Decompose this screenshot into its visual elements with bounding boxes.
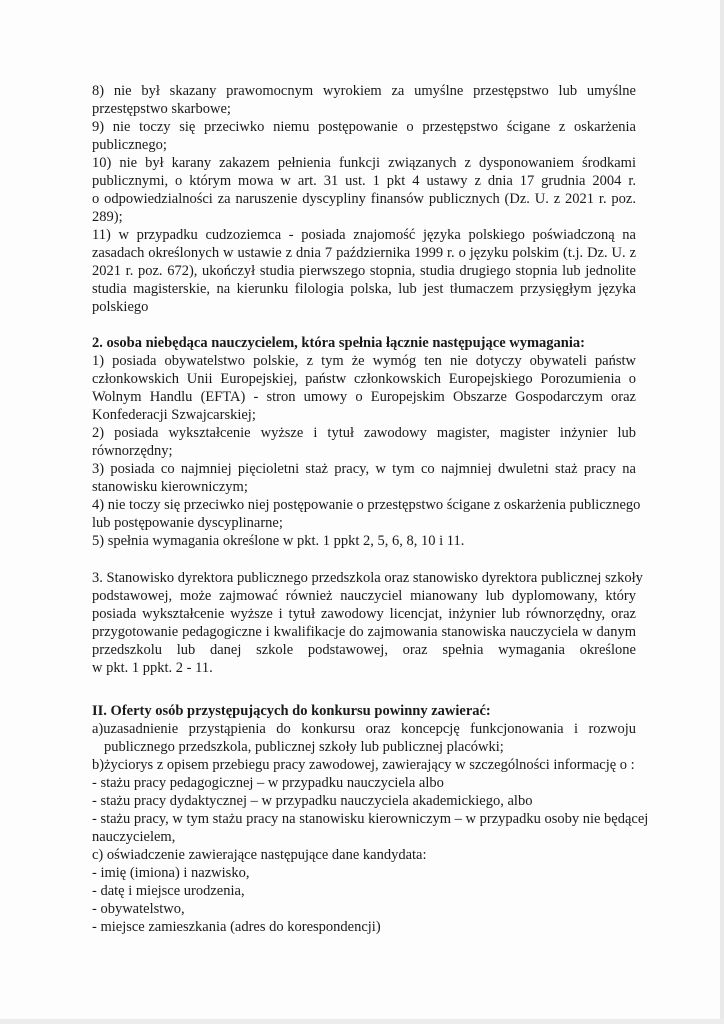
section-II-heading: II. Oferty osób przystępujących do konkursu powinny zawierać: bbox=[92, 703, 491, 719]
offer-c-item-1: - imię (imiona) i nazwisko, bbox=[92, 865, 250, 881]
s2-point-1-line-1: 1) posiada obywatelstwo polskie, z tym że wymóg ten nie dotyczy obywateli państw bbox=[92, 353, 636, 369]
point-9-line-2: publicznego; bbox=[92, 137, 167, 153]
point-11-line-4: studia magisterskie, na kierunku filologia polska, lub jest tłumaczem przysięgłym języka bbox=[92, 281, 636, 297]
scan-edge-right bbox=[720, 0, 724, 1024]
offer-b-item-3: - stażu pracy, w tym stażu pracy na stanowisku kierowniczym – w przypadku osoby nie będącej bbox=[92, 811, 649, 827]
s2-point-5: 5) spełnia wymagania określone w pkt. 1 ppkt 2, 5, 6, 8, 10 i 11. bbox=[92, 533, 465, 549]
point-9-line-1: 9) nie toczy się przeciwko niemu postępowanie o przestępstwo ścigane z oskarżenia bbox=[92, 119, 636, 135]
scan-edge-bottom bbox=[0, 1019, 724, 1024]
offer-a-line-1: a)uzasadnienie przystąpienia do konkursu oraz koncepcję funkcjonowania i rozwoju bbox=[92, 721, 636, 737]
point-10-line-3: o odpowiedzialności za naruszenie dyscypliny finansów publicznych (Dz. U. z 2021 r. poz. bbox=[92, 191, 636, 207]
point-11-line-2: zasadach określonych w ustawie z dnia 7 października 1999 r. o języku polskim (t.j. Dz. U. z bbox=[92, 245, 636, 261]
point-10-line-2: publicznymi, o którym mowa w art. 31 ust. 1 pkt 4 ustawy z dnia 17 grudnia 2004 r. bbox=[92, 173, 636, 189]
section-3-line-2: podstawowej, może zajmować również nauczyciel mianowany lub dyplomowany, który bbox=[92, 588, 636, 604]
s2-point-4-line-1: 4) nie toczy się przeciwko niej postępowanie o przestępstwo ścigane z oskarżenia publicznego bbox=[92, 497, 641, 513]
s2-point-1-line-3: Wolnym Handlu (EFTA) - stron umowy o Europejskim Obszarze Gospodarczym oraz bbox=[92, 389, 636, 405]
s2-point-3-line-1: 3) posiada co najmniej pięcioletni staż pracy, w tym co najmniej dwuletni staż pracy na bbox=[92, 461, 636, 477]
s2-point-1-line-4: Konfederacji Szwajcarskiej; bbox=[92, 407, 256, 423]
offer-c-item-2: - datę i miejsce urodzenia, bbox=[92, 883, 245, 899]
offer-b-item-3-cont: nauczycielem, bbox=[92, 829, 176, 845]
s2-point-2-line-1: 2) posiada wykształcenie wyższe i tytuł zawodowy magister, magister inżynier lub bbox=[92, 425, 636, 441]
section-3-line-6: w pkt. 1 ppkt. 2 - 11. bbox=[92, 660, 213, 676]
point-11-line-3: 2021 r. poz. 672), ukończył studia pierwszego stopnia, studia drugiego stopnia lub jednolite bbox=[92, 263, 636, 279]
s2-point-3-line-2: stanowisku kierowniczym; bbox=[92, 479, 248, 495]
point-8-line-2: przestępstwo skarbowe; bbox=[92, 101, 231, 117]
offer-b: b)życiorys z opisem przebiegu pracy zawodowej, zawierający w szczególności informację o : bbox=[92, 757, 635, 773]
offer-c-item-4: - miejsce zamieszkania (adres do korespondencji) bbox=[92, 919, 381, 935]
offer-a-line-2: publicznego przedszkola, publicznej szkoły lub publicznej placówki; bbox=[104, 739, 504, 755]
section-2-heading: 2. osoba niebędąca nauczycielem, która spełnia łącznie następujące wymagania: bbox=[92, 335, 585, 351]
point-11-line-1: 11) w przypadku cudzoziemca - posiada znajomość języka polskiego poświadczoną na bbox=[92, 227, 636, 243]
s2-point-4-line-2: lub postępowanie dyscyplinarne; bbox=[92, 515, 283, 531]
point-11-line-5: polskiego bbox=[92, 299, 149, 315]
s2-point-1-line-2: członkowskich Unii Europejskiej, państw członkowskich Europejskiego Porozumienia o bbox=[92, 371, 636, 387]
section-3-line-5: przedszkolu lub danej szkole podstawowej, oraz spełnia wymagania określone bbox=[92, 642, 636, 658]
section-3-line-4: przygotowanie pedagogiczne i kwalifikacje do zajmowania stanowiska nauczyciela w danym bbox=[92, 624, 636, 640]
offer-c: c) oświadczenie zawierające następujące dane kandydata: bbox=[92, 847, 427, 863]
offer-c-item-3: - obywatelstwo, bbox=[92, 901, 185, 917]
offer-b-item-1: - stażu pracy pedagogicznej – w przypadku nauczyciela albo bbox=[92, 775, 444, 791]
section-3-line-3: posiada wykształcenie wyższe i tytuł zawodowy licencjat, inżynier lub równorzędny, oraz bbox=[92, 606, 636, 622]
offer-b-item-2: - stażu pracy dydaktycznej – w przypadku nauczyciela akademickiego, albo bbox=[92, 793, 533, 809]
point-10-line-1: 10) nie był karany zakazem pełnienia funkcji związanych z dysponowaniem środkami bbox=[92, 155, 636, 171]
point-8-line-1: 8) nie był skazany prawomocnym wyrokiem za umyślne przestępstwo lub umyślne bbox=[92, 83, 636, 99]
s2-point-2-line-2: równorzędny; bbox=[92, 443, 173, 459]
point-10-line-4: 289); bbox=[92, 209, 123, 225]
section-3-line-1: 3. Stanowisko dyrektora publicznego przedszkola oraz stanowisko dyrektora publicznej szkoły bbox=[92, 570, 643, 586]
